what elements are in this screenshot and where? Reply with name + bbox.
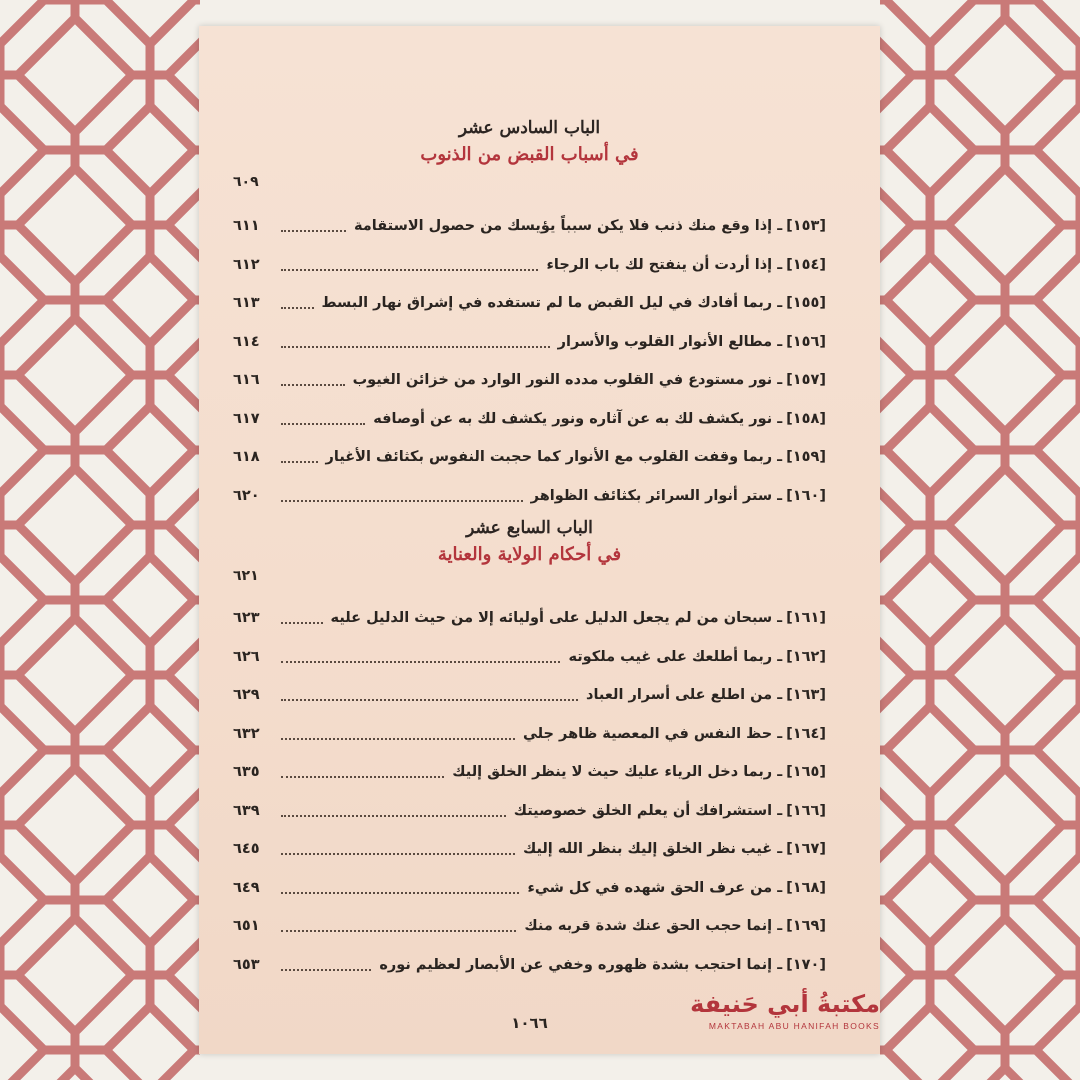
toc-entry[interactable] [233,869,826,908]
entry-page: ٦١٤ [233,333,260,350]
toc-entry[interactable] [233,246,826,285]
entry-title: ـ ستر أنوار السرائر بكثائف الظواهر [530,487,783,504]
entry-page: ٦٣٩ [233,802,260,819]
entry-number: [١٦٠] [786,487,826,504]
entry-title: ـ إنما حجب الحق عنك شدة قربه منك [524,918,783,935]
entry-title: ـ ربما دخل الرياء عليك حيث لا ينظر الخلق إليك [452,764,783,781]
toc-entry[interactable] [233,830,826,869]
right-geometric-pattern [880,0,1080,1080]
toc-entry[interactable] [233,323,826,362]
dot-leader [281,969,371,971]
publisher-logo [680,990,880,1031]
dot-leader [281,461,318,463]
entry-title: ـ ربما أطلعك على غيب ملكوته [568,648,783,665]
toc-entry[interactable] [233,907,826,946]
entry-page: ٦١٨ [233,449,260,466]
entry-number: [١٧٠] [786,956,826,973]
chapter-entries [233,599,826,984]
chapter-heading [233,518,826,565]
chapter-start-page: ٦٢١ [233,568,259,584]
dot-leader [281,853,515,855]
entry-page: ٦٣٢ [233,725,260,742]
dot-leader [281,661,560,663]
dot-leader [281,776,444,778]
dot-leader [281,622,323,624]
dot-leader [281,738,515,740]
entry-page: ٦٥٣ [233,956,260,973]
chapter-subtitle: في أسباب القبض من الذنوب [420,144,639,165]
entry-number: [١٥٦] [786,333,826,350]
entry-title: ـ ربما وقفت القلوب مع الأنوار كما حجبت النفوس بكثائف الأغيار [325,449,783,466]
entry-title: ـ استشرافك أن يعلم الخلق خصوصيتك [513,802,783,819]
entry-title: ـ من عرف الحق شهده في كل شيء [527,879,783,896]
entry-page: ٦١٢ [233,256,260,273]
chapter-entries [233,207,826,515]
dot-leader [281,699,578,701]
entry-page: ٦١١ [233,218,260,235]
entry-page: ٦١٧ [233,410,260,427]
entry-number: [١٦٢] [786,648,826,665]
toc-entry[interactable] [233,753,826,792]
entry-page: ٦٤٩ [233,879,260,896]
book-page [199,26,880,1054]
entry-page: ٦٥١ [233,918,260,935]
toc-entry[interactable] [233,792,826,831]
entry-title: ـ مطالع الأنوار القلوب والأسرار [557,333,783,350]
toc-entry[interactable] [233,284,826,323]
chapter-title: الباب السابع عشر [466,518,593,538]
table-of-contents [233,26,826,1054]
entry-number: [١٦٦] [786,802,826,819]
entry-number: [١٦٩] [786,918,826,935]
entry-title: ـ إنما احتجب بشدة ظهوره وخفي عن الأبصار لعظيم نوره [379,956,783,973]
entry-page: ٦١٦ [233,372,260,389]
entry-title: ـ سبحان من لم يجعل الدليل على أوليائه إلا من حيث الدليل عليه [330,610,783,627]
toc-entry[interactable] [233,438,826,477]
entry-number: [١٦٤] [786,725,826,742]
dot-leader [281,500,523,502]
dot-leader [281,269,538,271]
entry-number: [١٦١] [786,610,826,627]
entry-page: ٦٢٠ [233,487,260,504]
entry-number: [١٥٩] [786,449,826,466]
page-number: ١٠٦٦ [511,1014,548,1032]
dot-leader [281,307,314,309]
entry-number: [١٥٨] [786,410,826,427]
dot-leader [281,230,346,232]
dot-leader [281,930,516,932]
chapter-start-page: ٦٠٩ [233,174,259,190]
entry-number: [١٥٧] [786,372,826,389]
toc-entry[interactable] [233,638,826,677]
dot-leader [281,346,550,348]
entry-number: [١٥٤] [786,256,826,273]
entry-page: ٦٤٥ [233,841,260,858]
entry-page: ٦١٣ [233,295,260,312]
entry-page: ٦٣٥ [233,764,260,781]
entry-number: [١٦٥] [786,764,826,781]
toc-entry[interactable] [233,361,826,400]
entry-title: ـ غيب نظر الخلق إليك بنظر الله إليك [522,841,783,858]
entry-page: ٦٢٦ [233,648,260,665]
dot-leader [281,892,519,894]
dot-leader [281,423,365,425]
entry-title: ـ إذا أردت أن ينفتح لك باب الرجاء [546,256,783,273]
entry-number: [١٦٨] [786,879,826,896]
toc-entry[interactable] [233,946,826,985]
entry-title: ـ حظ النفس في المعصية ظاهر جلي [522,725,783,742]
entry-number: [١٦٣] [786,687,826,704]
toc-entry[interactable] [233,715,826,754]
entry-number: [١٥٥] [786,295,826,312]
entry-page: ٦٢٩ [233,687,260,704]
publisher-name-arabic: مكتبةُ أبي حَنيفة [690,990,880,1018]
entry-title: ـ إذا وقع منك ذنب فلا يكن سبباً يؤيسك من حصول الاستقامة [354,218,783,235]
publisher-name-english: MAKTABAH ABU HANIFAH BOOKS [708,1020,880,1031]
entry-number: [١٦٧] [786,841,826,858]
entry-page: ٦٢٣ [233,610,260,627]
entry-title: ـ نور يكشف لك به عن آثاره ونور يكشف لك به عن أوصافه [373,410,783,427]
chapter-heading [233,118,826,165]
toc-entry[interactable] [233,599,826,638]
dot-leader [281,384,345,386]
entry-title: ـ نور مستودع في القلوب مدده النور الوارد من خزائن الغيوب [352,372,783,389]
toc-entry[interactable] [233,676,826,715]
toc-entry[interactable] [233,400,826,439]
entry-title: ـ ربما أفادك في ليل القبض ما لم تستفده في إشراق نهار البسط [321,295,783,312]
left-geometric-pattern [0,0,200,1080]
toc-entry[interactable] [233,477,826,516]
entry-number: [١٥٣] [786,218,826,235]
toc-entry[interactable] [233,207,826,246]
chapter-title: الباب السادس عشر [458,118,601,138]
dot-leader [281,815,506,817]
chapter-subtitle: في أحكام الولاية والعناية [437,544,622,565]
entry-title: ـ من اطلع على أسرار العباد [586,687,783,704]
